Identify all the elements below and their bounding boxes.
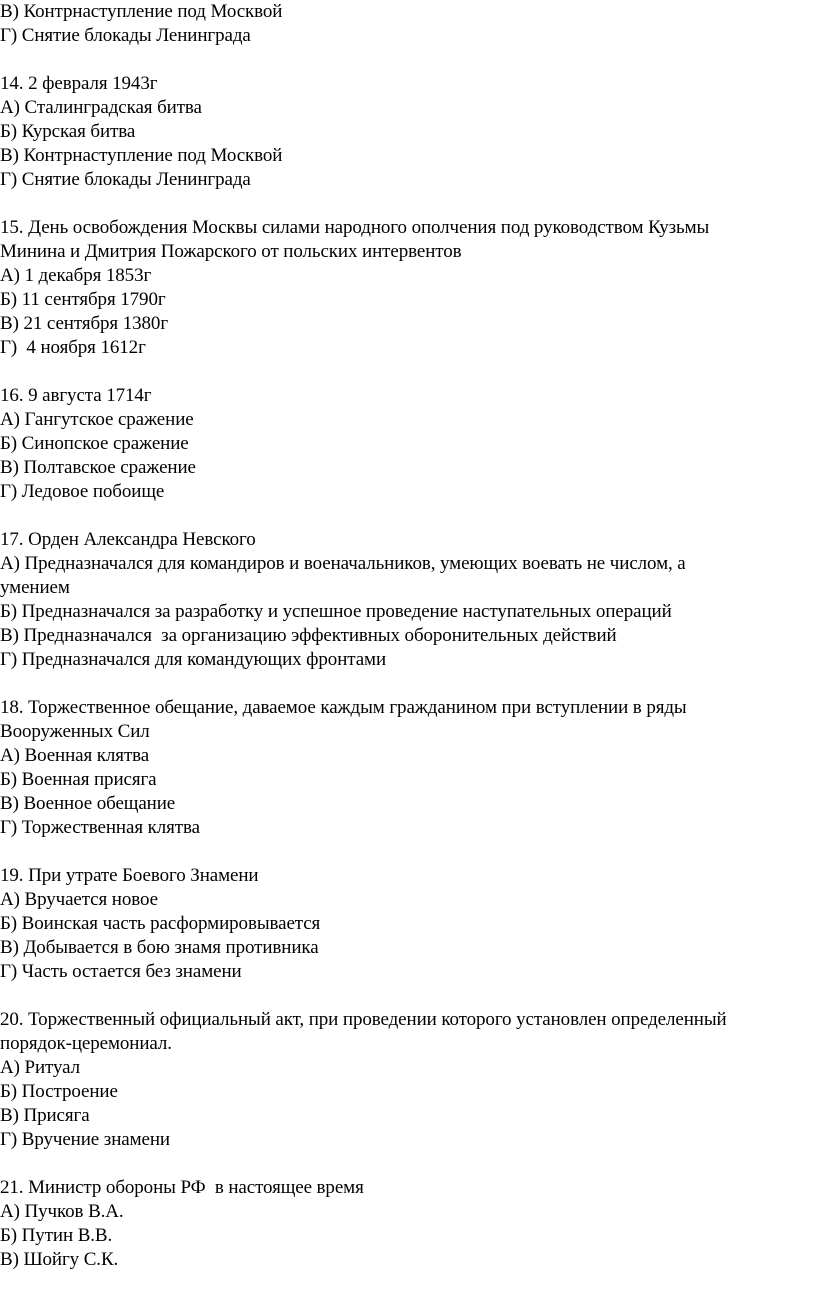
answer-option: Г) Снятие блокады Ленинграда [0,169,251,190]
question-16 [0,384,816,504]
question-text: Минина и Дмитрия Пожарского от польских интервентов [0,241,462,262]
answer-option: Б) Воинская часть расформировывается [0,913,321,934]
answer-option: Б) Военная присяга [0,769,157,790]
question-text: порядок-церемониал. [0,1033,172,1054]
answer-option: Б) Синопское сражение [0,433,189,454]
answer-option: В) Шойгу С.К. [0,1249,119,1270]
question-text: 21. Министр обороны РФ в настоящее время [0,1177,364,1198]
answer-option: А) Сталинградская битва [0,97,202,118]
answer-option: В) Добывается в бою знамя противника [0,937,319,958]
answer-option: В) Присяга [0,1105,90,1126]
answer-option: В) Предназначался за организацию эффективных оборонительных действий [0,625,617,646]
answer-option: Б) Построение [0,1081,118,1102]
question-text: 17. Орден Александра Невского [0,529,256,550]
answer-option: Б) Путин В.В. [0,1225,113,1246]
question-15 [0,216,816,360]
question-17 [0,528,816,672]
answer-option: Б) 11 сентября 1790г [0,289,166,310]
answer-option: Г) Предназначался для командующих фронтами [0,649,387,670]
answer-option: В) Контрнаступление под Москвой [0,145,283,166]
question-19 [0,864,816,984]
answer-option: Г) Вручение знамени [0,1129,170,1150]
answer-option: В) Военное обещание [0,793,176,814]
answer-option: Г) Снятие блокады Ленинграда [0,25,251,46]
question-14 [0,72,816,192]
answer-option: Б) Предназначался за разработку и успешное проведение наступательных операций [0,601,672,622]
question-18 [0,696,816,840]
question-text: 14. 2 февраля 1943г [0,73,158,94]
answer-option: В) 21 сентября 1380г [0,313,169,334]
answer-option: Г) Часть остается без знамени [0,961,242,982]
answer-option: умением [0,577,70,598]
question-20 [0,1008,816,1152]
question-21 [0,1176,816,1272]
answer-option: В) Контрнаступление под Москвой [0,1,283,22]
answer-option: А) Пучков В.А. [0,1201,124,1222]
answer-option: Г) Ледовое побоище [0,481,165,502]
answer-option: Г) 4 ноября 1612г [0,337,146,358]
answer-option: В) Полтавское сражение [0,457,196,478]
answer-option: А) 1 декабря 1853г [0,265,152,286]
question-text: 15. День освобождения Москвы силами народного ополчения под руководством Кузьмы [0,217,710,238]
question-text: 16. 9 августа 1714г [0,385,152,406]
answer-option: Г) Торжественная клятва [0,817,200,838]
answer-option: А) Военная клятва [0,745,150,766]
question-text: 20. Торжественный официальный акт, при проведении которого установлен определенный [0,1009,727,1030]
question-13-tail [0,0,816,48]
question-text: 18. Торжественное обещание, даваемое каждым гражданином при вступлении в ряды [0,697,687,718]
question-text: Вооруженных Сил [0,721,150,742]
answer-option: А) Предназначался для командиров и военачальников, умеющих воевать не числом, а [0,553,686,574]
answer-option: А) Гангутское сражение [0,409,194,430]
answer-option: Б) Курская битва [0,121,136,142]
question-text: 19. При утрате Боевого Знамени [0,865,259,886]
answer-option: А) Ритуал [0,1057,81,1078]
answer-option: А) Вручается новое [0,889,158,910]
